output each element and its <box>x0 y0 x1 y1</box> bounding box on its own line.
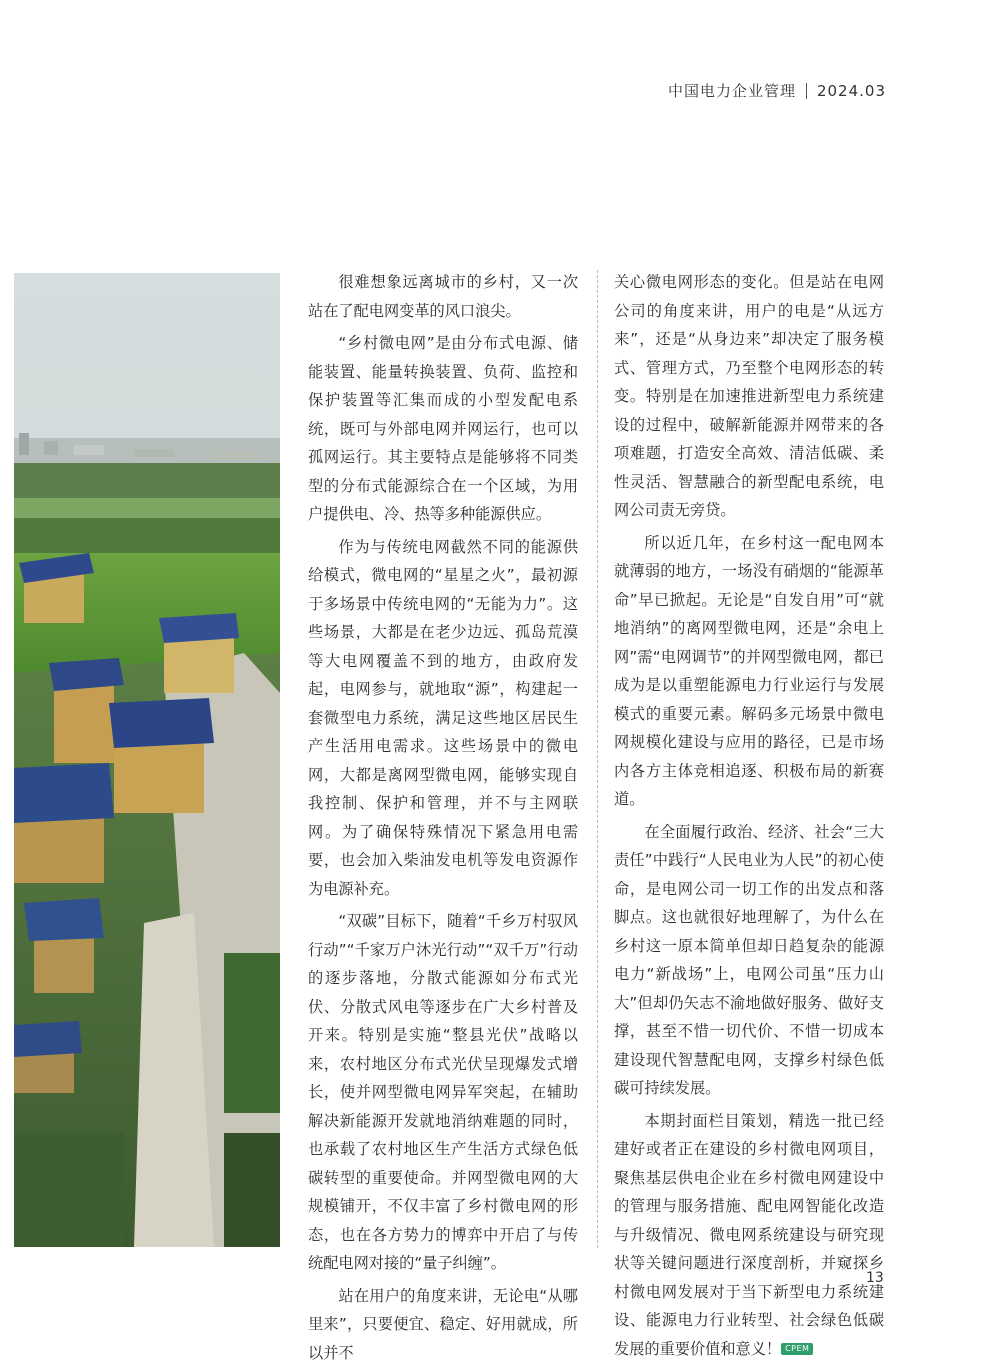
paragraph-last-text: 本期封面栏目策划，精选一批已经建好或者正在建设的乡村微电网项目，聚焦基层供电企业在乡村微电网建设中的管理与服务措施、配电网智能化改造与升级情况、微电网系统建设与研究现状等关键问题进行深度剖析，并窥探乡村微电网发展对于当下新型电力系统建设、能源电力行业转型、社会绿色低碳发展的重要价值和意义！ <box>614 1111 884 1358</box>
paragraph: “双碳”目标下，随着“千乡万村驭风行动”“千家万户沐光行动”“双千万”行动的逐步落地，分散式能源如分布式光伏、分散式风电等逐步在广大乡村普及开来。特别是实施“整县光伏”战略以来，农村地区分布式光伏呈现爆发式增长，使并网型微电网异军突起，在辅助解决新能源开发就地消纳难题的同时，也承载了农村地区生产生活方式绿色低碳转型的重要使命。并网型微电网的大规模铺开，不仅丰富了乡村微电网的形态，也在各方势力的博弈中开启了与传统配电网对接的“量子纠缠”。 <box>308 912 578 1272</box>
village-solar-rooftops-photo-icon <box>14 273 280 1247</box>
paragraph: “乡村微电网”是由分布式电源、储能装置、能量转换装置、负荷、监控和保护装置等汇集而成的小型发配电系统，既可与外部电网并网运行，也可以孤网运行。其主要特点是能够将不同类型的分布式能源综合在一个区域，为用户提供电、冷、热等多种能源供应。 <box>308 334 578 523</box>
paragraph: 站在用户的角度来讲，无论电“从哪里来”，只要便宜、稳定、好用就成，所以并不 <box>308 1286 578 1362</box>
issue-date: 2024.03 <box>816 81 886 100</box>
paragraph-continuation: 关心微电网形态的变化。但是站在电网公司的角度来讲，用户的电是“从远方来”，还是“从身边来”却决定了服务模式、管理方式，乃至整个电网形态的转变。特别是在加速推进新型电力系统建设的过程中，破解新能源并网带来的各项难题，打造安全高效、清洁低碳、柔性灵活、智慧融合的新型配电系统，电网公司责无旁贷。 <box>614 273 884 519</box>
page-number: 13 <box>866 1270 884 1286</box>
end-mark-badge: CPEM <box>781 1343 813 1355</box>
village-solar-photo <box>14 273 280 1247</box>
paragraph: 很难想象远离城市的乡村，又一次站在了配电网变革的风口浪尖。 <box>308 273 578 320</box>
right-text-column <box>614 268 884 1367</box>
left-text-column <box>308 268 578 1371</box>
paragraph: 所以近几年，在乡村这一配电网本就薄弱的地方，一场没有硝烟的“能源革命”早已掀起。无论是“自发自用”可“就地消纳”的离网型微电网，还是“余电上网”需“电网调节”的并网型微电网，都已成为是以重塑能源电力行业运行与发展模式的重要元素。解码多元场景中微电网规模化建设与应用的路径，已是市场内各方主体竞相追逐、积极布局的新赛道。 <box>614 533 884 808</box>
header-separator <box>806 83 807 99</box>
running-header <box>668 80 886 101</box>
paragraph: 在全面履行政治、经济、社会“三大责任”中践行“人民电业为人民”的初心使命，是电网公司一切工作的出发点和落脚点。这也就很好地理解了，为什么在乡村这一原本简单但却日趋复杂的能源电力“新战场”上，电网公司虽“压力山大”但却仍矢志不渝地做好服务、做好支撑，甚至不惜一切代价、不惜一切成本建设现代智慧配电网，支撑乡村绿色低碳可持续发展。 <box>614 822 884 1097</box>
paragraph-last <box>614 1107 884 1364</box>
magazine-title: 中国电力企业管理 <box>667 82 796 100</box>
paragraph: 作为与传统电网截然不同的能源供给模式，微电网的“星星之火”，最初源于多场景中传统电网的“无能为力”。这些场景，大都是在老少边远、孤岛荒漠等大电网覆盖不到的地方，由政府发起，电网参与，就地取“源”，构建起一套微型电力系统，满足这些地区居民生产生活用电需求。这些场景中的微电网，大都是离网型微电网，能够实现自我控制、保护和管理，并不与主网联网。为了确保特殊情况下紧急用电需要，也会加入柴油发电机等发电资源作为电源补充。 <box>308 537 578 898</box>
column-divider <box>597 270 598 1248</box>
